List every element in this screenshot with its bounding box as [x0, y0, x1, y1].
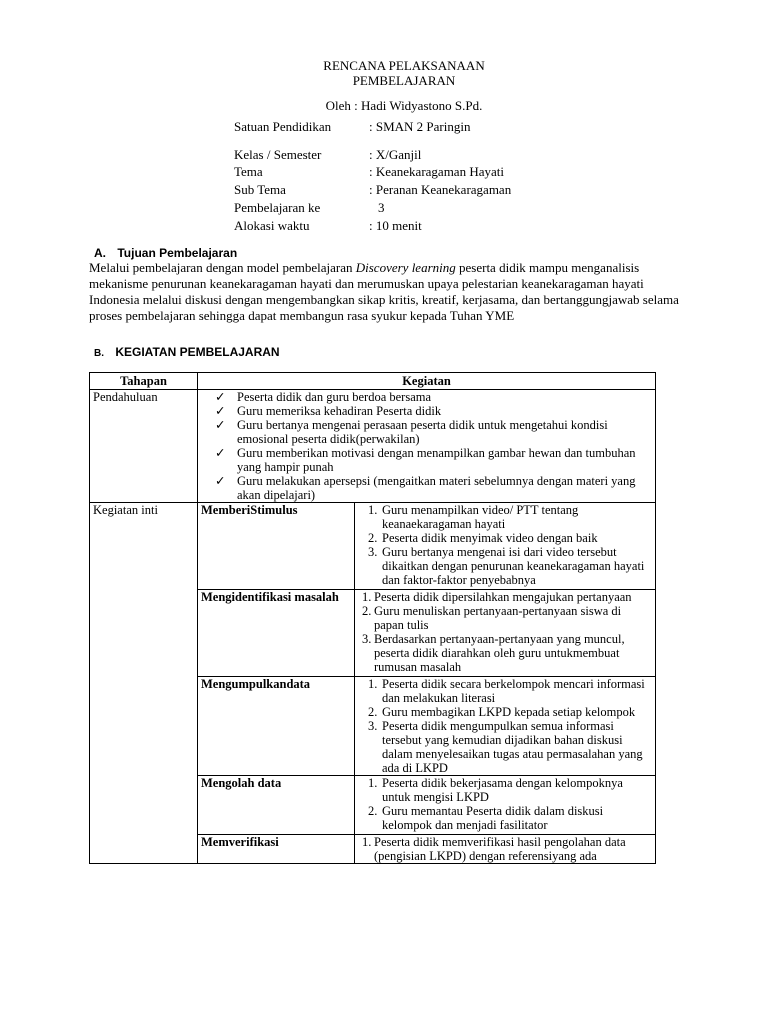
phase-label: Pendahuluan: [90, 390, 198, 503]
item-number: 1.: [362, 590, 372, 604]
section-a-title: Tujuan Pembelajaran: [117, 246, 238, 260]
list-item: [201, 404, 652, 418]
document-title: [0, 58, 768, 113]
section-a-marker: A.: [94, 246, 106, 260]
item-number: 1.: [362, 835, 372, 849]
item-number: 2.: [368, 531, 378, 545]
list-item: [201, 418, 652, 446]
item-number: 1.: [368, 677, 378, 691]
step-items: [355, 677, 656, 776]
list-item-text: Guru menampilkan video/ PTT tentang keanaekaragaman hayati: [382, 503, 579, 531]
list-item: [358, 705, 652, 719]
step-name: Memverifikasi: [198, 835, 355, 864]
list-item: [358, 531, 652, 545]
list-item: [358, 804, 652, 832]
item-number: 1.: [368, 503, 378, 517]
list-item-text: Guru memberikan motivasi dengan menampilkan gambar hewan dan tumbuhan yang hampir punah: [237, 446, 636, 474]
list-item: [358, 545, 652, 587]
title-line-1: RENCANA PELAKSANAAN: [323, 58, 485, 73]
activities-table: [89, 372, 656, 864]
list-item: [358, 604, 652, 632]
title-line-2: PEMBELAJARAN: [352, 73, 456, 88]
row-stimulus: [90, 503, 656, 590]
section-a-paragraph: [89, 260, 679, 324]
item-number: 2.: [362, 604, 372, 618]
info-row-alokasi: [234, 218, 754, 234]
info-value: : Keanekaragaman Hayati: [369, 164, 504, 179]
list-item: [358, 503, 652, 531]
list-item: [201, 446, 652, 474]
info-row-tema: [234, 164, 754, 180]
list-item-text: Guru bertanya mengenai isi dari video tersebut dikaitkan dengan penurunan keanekaragaman hayati dan faktor-faktor penyebabnya: [382, 545, 645, 587]
section-b-heading: [94, 345, 280, 361]
step-items: [355, 835, 656, 864]
check-mark-icon: ✓: [215, 446, 226, 460]
list-item-text: Guru bertanya mengenai perasaan peserta didik untuk mengetahui kondisi emosional peserta didik(perwakilan): [237, 418, 608, 446]
info-value: 3: [378, 200, 385, 215]
info-value: : SMAN 2 Paringin: [369, 119, 471, 134]
row-pendahuluan: [90, 390, 656, 503]
item-number: 3.: [368, 545, 378, 559]
list-item-text: Guru memeriksa kehadiran Peserta didik: [237, 404, 442, 418]
section-a-heading: [94, 246, 237, 261]
item-number: 3.: [362, 632, 372, 646]
step-name: Mengumpulkandata: [198, 677, 355, 776]
step-items: [355, 776, 656, 835]
author-line: Oleh : Hadi Widyastono S.Pd.: [325, 98, 483, 113]
check-mark-icon: ✓: [215, 474, 226, 488]
list-item-text: Guru memantau Peserta didik dalam diskusi kelompok dan menjadi fasilitator: [382, 804, 604, 832]
pendahuluan-items: [198, 390, 656, 503]
table-header-row: [90, 373, 656, 390]
item-number: 2.: [368, 804, 378, 818]
check-mark-icon: ✓: [215, 418, 226, 432]
step-name: Mengidentifikasi masalah: [198, 590, 355, 677]
info-label: Sub Tema: [234, 182, 286, 197]
paragraph-text-italic: Discovery learning: [355, 260, 456, 275]
check-mark-icon: ✓: [215, 390, 226, 404]
check-mark-icon: ✓: [215, 404, 226, 418]
paragraph-text-post: peserta didik mampu menganalisis mekanisme penurunan keanekaragaman hayati dan merumuskan upaya pelestarian keanekaragaman hayati Indonesia melalui diskusi dengan mengembangkan sikap kritis, kreatif, kerjasama, dan bertanggungjawab selama proses pembelajaran sehingga dapat membangun rasa syukur kepada Tuhan YME: [89, 260, 679, 323]
header-kegiatan: Kegiatan: [198, 373, 656, 390]
list-item-text: Peserta didik memverifikasi hasil pengolahan data (pengisian LKPD) dengan referensiyang ada: [374, 835, 626, 863]
info-row-subtema: [234, 182, 754, 198]
item-number: 2.: [368, 705, 378, 719]
info-value: : 10 menit: [369, 218, 422, 233]
list-item: [358, 835, 652, 863]
paragraph-text-pre: Melalui pembelajaran dengan model pembelajaran: [89, 260, 356, 275]
step-name: Mengolah data: [198, 776, 355, 835]
list-item: [358, 719, 652, 775]
list-item-text: Peserta didik menyimak video dengan baik: [382, 531, 598, 545]
step-items: [355, 503, 656, 590]
list-item-text: Peserta didik dan guru berdoa bersama: [237, 390, 432, 404]
info-row-kelas: [234, 147, 754, 163]
info-value: : X/Ganjil: [369, 147, 422, 162]
list-item: [358, 632, 652, 674]
list-item-text: Peserta didik secara berkelompok mencari informasi dan melakukan literasi: [382, 677, 645, 705]
list-item-text: Peserta didik bekerjasama dengan kelompoknya untuk mengisi LKPD: [382, 776, 623, 804]
list-item-text: Guru menuliskan pertanyaan-pertanyaan siswa di papan tulis: [374, 604, 622, 632]
item-number: 3.: [368, 719, 378, 733]
phase-label: Kegiatan inti: [90, 503, 198, 864]
list-item: [358, 590, 652, 604]
section-b-title: KEGIATAN PEMBELAJARAN: [115, 345, 280, 359]
info-value: : Peranan Keanekaragaman: [369, 182, 512, 197]
list-item-text: Peserta didik dipersilahkan mengajukan pertanyaan: [374, 590, 632, 604]
list-item-text: Guru membagikan LKPD kepada setiap kelompok: [382, 705, 636, 719]
list-item-text: Guru melakukan apersepsi (mengaitkan materi sebelumnya dengan materi yang akan dipelajari): [237, 474, 636, 502]
list-item: [201, 390, 652, 404]
list-item: [358, 677, 652, 705]
info-label: Satuan Pendidikan: [234, 119, 332, 134]
info-label: Pembelajaran ke: [234, 200, 321, 215]
info-label: Alokasi waktu: [234, 218, 310, 233]
info-label: Tema: [234, 164, 263, 179]
list-item-text: Berdasarkan pertanyaan-pertanyaan yang muncul, peserta didik diarahkan oleh guru untukmembuat rumusan masalah: [374, 632, 625, 674]
header-tahapan: Tahapan: [90, 373, 198, 390]
step-items: [355, 590, 656, 677]
info-row-pembelajaran: [234, 200, 754, 216]
info-row-satuan: [234, 119, 754, 135]
list-item: [201, 474, 652, 502]
list-item: [358, 776, 652, 804]
item-number: 1.: [368, 776, 378, 790]
list-item-text: Peserta didik mengumpulkan semua informasi tersebut yang kemudian dijadikan bahan diskusi dalam menyelesaikan tugas atau permasalahan yang ada di LKPD: [382, 719, 643, 775]
info-label: Kelas / Semester: [234, 147, 322, 162]
section-b-marker: B.: [94, 348, 104, 359]
step-name: MemberiStimulus: [198, 503, 355, 590]
